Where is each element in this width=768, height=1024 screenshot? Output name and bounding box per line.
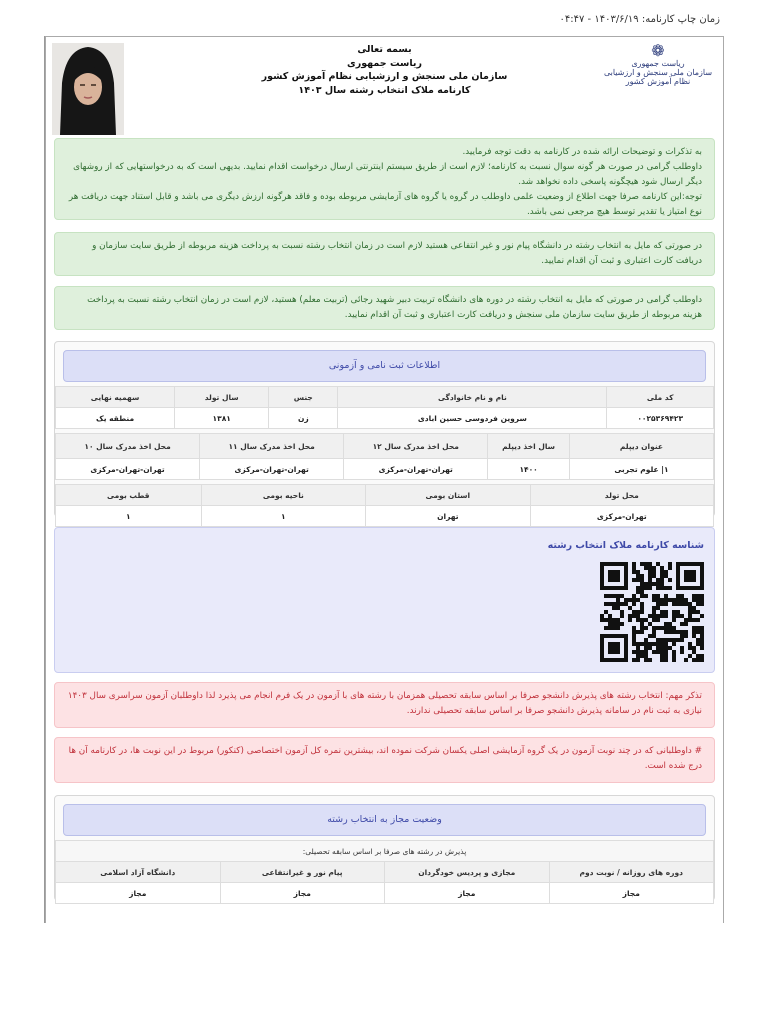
print-time-label: زمان چاپ کارنامه: <box>641 14 720 25</box>
title-line3: سازمان ملی سنجش و ارزشیابی نظام آموزش کشور <box>261 71 508 82</box>
payame-noor-notice-text: در صورتی که مایل به انتخاب رشته در دانشگاه پیام نور و غیر انتفاعی هستید لازم است در زمان انتخاب رشته نسبت به پرداخت هزینه مربوطه از طریق سایت سازمان و دریافت کارت اعتباری و ثبت آن اقدام نمایید. <box>92 241 702 266</box>
status-virtual-campus: مجاز <box>385 883 550 904</box>
native-region: ۱ <box>201 506 366 527</box>
qr-section-title: شناسه کارنامه ملاک انتخاب رشته <box>547 540 704 551</box>
native-info-table <box>55 484 714 527</box>
qr-code <box>600 562 704 662</box>
th-azad-university: دانشگاه آزاد اسلامی <box>56 862 221 883</box>
full-name: سروین فردوسی حسین ابادی <box>338 408 607 429</box>
status-payame-noor: مجاز <box>220 883 385 904</box>
th-national-code: کد ملی <box>607 387 714 408</box>
native-province: تهران <box>366 506 531 527</box>
print-time <box>560 14 721 25</box>
birth-year: ۱۳۸۱ <box>175 408 269 429</box>
status-table <box>55 840 714 904</box>
multiple-attempts-notice-text: # داوطلبانی که در چند نوبت آزمون در یک گروه آزمایشی اصلی یکسان شرکت نموده اند، بیشترین نمره کل آزمون اختصاصی (کنکور) مربوط در این نوبت ها، در کارنامه آن ها درج شده است. <box>68 746 702 771</box>
th-grade10-place: محل اخذ مدرک سال ۱۰ <box>56 434 200 459</box>
payame-noor-notice <box>54 232 715 276</box>
personal-info-table <box>55 386 714 429</box>
status-tables <box>55 840 714 904</box>
th-gender: جنس <box>269 387 338 408</box>
title-line2: ریاست جمهوری <box>347 57 422 69</box>
diploma-year: ۱۴۰۰ <box>488 459 570 480</box>
notice-line2: داوطلب گرامی در صورت هر گونه سوال نسبت به کارنامه؛ لازم است از طریق سیستم اینترنتی ارسال درخواست اقدام نمایید. بدیهی است که به درخواستهایی که از روشهای دیگر ارسال شود هیچگونه پاسخی داده نخواهد شد. <box>73 162 702 187</box>
notice-line3: توجه:این کارنامه صرفا جهت اطلاع از وضعیت علمی داوطلب در گروه یا گروه های آزمایشی مربوطه بوده و فاقد هرگونه ارزش دیگری می باشد و قابل استناد جهت دریافت هر نوع امتیاز یا تقدیر توسط هیچ مرجعی نمی باشد. <box>68 192 702 217</box>
grade10-place: تهران-تهران-مرکزی <box>56 459 200 480</box>
registration-section <box>54 341 715 521</box>
th-native-pole: قطب بومی <box>56 485 202 506</box>
teacher-training-notice <box>54 286 715 330</box>
teacher-training-notice-text: داوطلب گرامی در صورتی که مایل به انتخاب رشته در دوره های دانشگاه تربیت دبیر شهید رجائی (تربیت معلم) هستید، لازم است در زمان انتخاب رشته نسبت به پرداخت هزینه مربوطه از طریق سایت سازمان ملی سنجش و دریافت کارت اعتباری و ثبت آن اقدام نمایید. <box>87 295 702 320</box>
status-subtitle: پذیرش در رشته های صرفا بر اساس سابقه تحصیلی: <box>56 841 714 862</box>
important-warning <box>54 682 715 728</box>
birth-place: تهران-مرکزی <box>530 506 713 527</box>
title-line1: بسمه تعالی <box>357 44 412 55</box>
general-notice <box>54 138 715 220</box>
th-full-name: نام و نام خانوادگی <box>338 387 607 408</box>
th-virtual-campus: مجازی و پردیس خودگردان <box>385 862 550 883</box>
status-title: وضعیت مجاز به انتخاب رشته <box>63 804 706 836</box>
quota: منطقه یک <box>56 408 175 429</box>
multiple-attempts-notice <box>54 737 715 783</box>
page-title: کارنامه ملاک انتخاب رشته سال ۱۴۰۳ <box>298 84 471 96</box>
candidate-photo <box>52 43 124 135</box>
th-payame-noor: پیام نور و غیرانتفاعی <box>220 862 385 883</box>
status-section <box>54 795 715 901</box>
th-diploma-title: عنوان دیپلم <box>569 434 713 459</box>
th-native-region: ناحیه بومی <box>201 485 366 506</box>
national-code: ۰۰۲۵۳۶۹۴۲۳ <box>607 408 714 429</box>
th-grade12-place: محل اخذ مدرک سال ۱۲ <box>344 434 488 459</box>
th-diploma-year: سال اخذ دیپلم <box>488 434 570 459</box>
qr-section <box>54 527 715 673</box>
th-daily-courses: دوره های روزانه / نوبت دوم <box>549 862 714 883</box>
th-birth-year: سال تولد <box>175 387 269 408</box>
organization-logo <box>603 43 713 93</box>
diploma-table <box>55 433 714 480</box>
logo-line2: سازمان ملی سنجش و ارزشیابی نظام آموزش کشور <box>603 68 713 86</box>
th-grade11-place: محل اخذ مدرک سال ۱۱ <box>200 434 344 459</box>
print-time-value: ۱۴۰۳/۶/۱۹ - ۰۴:۴۷ <box>559 14 639 25</box>
native-pole: ۱ <box>56 506 202 527</box>
report-header <box>46 37 723 137</box>
grade11-place: تهران-تهران-مرکزی <box>200 459 344 480</box>
logo-line1: ریاست جمهوری <box>631 59 685 68</box>
grade12-place: تهران-تهران-مرکزی <box>344 459 488 480</box>
th-native-province: استان بومی <box>366 485 531 506</box>
gender: زن <box>269 408 338 429</box>
registration-tables <box>55 386 714 527</box>
report-titles <box>226 43 543 97</box>
th-quota: سهمیه نهایی <box>56 387 175 408</box>
status-azad-university: مجاز <box>56 883 221 904</box>
notice-line1: به تذکرات و توضیحات ارائه شده در کارنامه به دقت توجه فرمایید. <box>462 147 702 157</box>
th-birth-place: محل تولد <box>530 485 713 506</box>
important-warning-text: تذکر مهم: انتخاب رشته های پذیرش دانشجو صرفا بر اساس سابقه تحصیلی همزمان با رشته های با آزمون در یک فرم انجام می پذیرد لذا داوطلبان آزمون سراسری سال ۱۴۰۳ نیازی به ثبت نام در سامانه پذیرش دانشجو صرفا بر اساس سابقه تحصیلی ندارند. <box>67 691 702 716</box>
emblem-icon: ❁ <box>651 41 665 60</box>
diploma-title: ۱| علوم تجربی <box>569 459 713 480</box>
status-daily-courses: مجاز <box>549 883 714 904</box>
registration-title: اطلاعات ثبت نامی و آزمونی <box>63 350 706 382</box>
report-card <box>45 36 724 923</box>
